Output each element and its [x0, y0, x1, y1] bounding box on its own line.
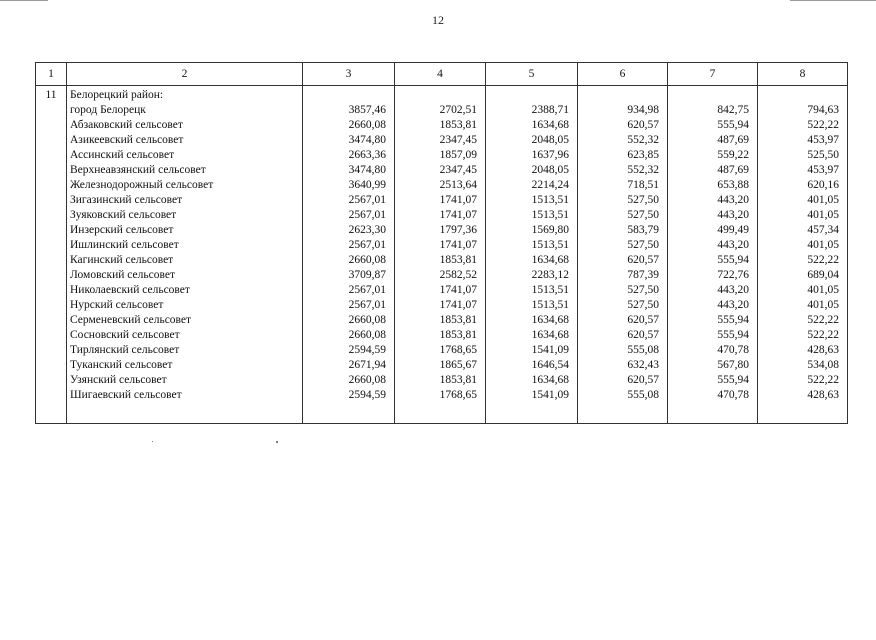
entry-value: 718,51	[627, 179, 659, 191]
name-cell	[67, 86, 303, 424]
entry-value: 552,32	[627, 164, 659, 176]
entry-value: 689,04	[807, 269, 839, 281]
entry-value: 1634,68	[531, 254, 569, 266]
entry-value: 2567,01	[348, 209, 386, 221]
entry-value: 555,08	[627, 389, 659, 401]
entry-value: 555,94	[717, 254, 749, 266]
entry-value: 3640,99	[348, 179, 386, 191]
entry-value: 620,57	[627, 314, 659, 326]
data-table	[35, 62, 848, 424]
entry-value: 1569,80	[531, 224, 569, 236]
value-cell	[486, 86, 578, 424]
entry-value: 555,94	[717, 329, 749, 341]
entry-value: 2660,08	[348, 254, 386, 266]
entry-value: 1853,81	[439, 119, 477, 131]
column-header: 8	[758, 63, 848, 86]
entry-value: 2582,52	[439, 269, 477, 281]
column-values	[486, 103, 577, 403]
entry-name: Николаевский сельсовет	[70, 284, 190, 296]
entry-value: 1768,65	[439, 389, 477, 401]
entry-value: 428,63	[807, 344, 839, 356]
entry-name: Нурский сельсовет	[70, 299, 164, 311]
entry-value: 1865,67	[439, 359, 477, 371]
entry-value: 2214,24	[531, 179, 569, 191]
entry-value: 2567,01	[348, 284, 386, 296]
entry-value: 2048,05	[531, 164, 569, 176]
entry-value: 555,94	[717, 374, 749, 386]
entry-value: 1741,07	[439, 299, 477, 311]
value-cell	[303, 86, 395, 424]
entry-value: 527,50	[627, 299, 659, 311]
entry-value: 2567,01	[348, 194, 386, 206]
entry-name: Серменевский сельсовет	[70, 314, 192, 326]
column-header: 6	[578, 63, 668, 86]
entry-value: 1634,68	[531, 314, 569, 326]
entry-value: 2660,08	[348, 314, 386, 326]
entry-value: 1853,81	[439, 254, 477, 266]
entry-value: 559,22	[717, 149, 749, 161]
entry-value: 2594,59	[348, 389, 386, 401]
entry-value: 3709,87	[348, 269, 386, 281]
entry-value: 1741,07	[439, 284, 477, 296]
column-values	[758, 103, 847, 403]
entry-value: 2671,94	[348, 359, 386, 371]
entry-value: 1857,09	[439, 149, 477, 161]
entry-value: 401,05	[807, 284, 839, 296]
entry-value: 1541,09	[531, 389, 569, 401]
entry-value: 620,57	[627, 254, 659, 266]
page-number: 12	[432, 13, 444, 27]
entry-value: 3474,80	[348, 134, 386, 146]
row-number: 11	[45, 89, 57, 101]
entry-value: 2347,45	[439, 134, 477, 146]
column-values	[578, 103, 667, 403]
column-values	[668, 103, 757, 403]
entry-value: 2663,36	[348, 149, 386, 161]
entry-name: Железнодорожный сельсовет	[70, 179, 214, 191]
entry-value: 527,50	[627, 194, 659, 206]
entry-value: 787,39	[627, 269, 659, 281]
entry-value: 527,50	[627, 239, 659, 251]
entry-value: 1541,09	[531, 344, 569, 356]
entry-value: 567,80	[717, 359, 749, 371]
entry-value: 527,50	[627, 284, 659, 296]
entry-value: 3857,46	[348, 104, 386, 116]
entry-value: 2048,05	[531, 134, 569, 146]
entry-value: 2623,30	[348, 224, 386, 236]
district-name: Белорецкий район:	[70, 89, 164, 101]
entry-value: 401,05	[807, 299, 839, 311]
value-cell	[668, 86, 758, 424]
entry-name: Зигазинский сельсовет	[70, 194, 183, 206]
entry-value: 620,57	[627, 329, 659, 341]
column-header: 5	[486, 63, 578, 86]
entry-value: 1634,68	[531, 119, 569, 131]
entry-value: 499,49	[717, 224, 749, 236]
entry-value: 2660,08	[348, 374, 386, 386]
entry-value: 443,20	[717, 239, 749, 251]
entry-value: 620,16	[807, 179, 839, 191]
entry-value: 1853,81	[439, 329, 477, 341]
entry-value: 623,85	[627, 149, 659, 161]
entry-value: 555,08	[627, 344, 659, 356]
entry-value: 2513,64	[439, 179, 477, 191]
entry-value: 443,20	[717, 209, 749, 221]
entry-value: 525,50	[807, 149, 839, 161]
entry-value: 401,05	[807, 209, 839, 221]
entry-value: 722,76	[717, 269, 749, 281]
entry-value: 1797,36	[439, 224, 477, 236]
entry-value: 470,78	[717, 389, 749, 401]
column-values	[395, 103, 485, 403]
header-row	[36, 63, 848, 86]
top-rule-right	[790, 0, 876, 1]
entry-value: 2567,01	[348, 299, 386, 311]
entry-value: 1741,07	[439, 194, 477, 206]
entry-value: 443,20	[717, 194, 749, 206]
entry-value: 522,22	[807, 314, 839, 326]
column-header: 1	[36, 63, 67, 86]
entry-name: Тирлянский сельсовет	[70, 344, 180, 356]
entry-value: 1513,51	[531, 299, 569, 311]
entry-value: 1634,68	[531, 329, 569, 341]
entry-value: 1637,96	[531, 149, 569, 161]
table-row	[36, 86, 848, 424]
value-cell	[578, 86, 668, 424]
entry-name: Узянский сельсовет	[70, 374, 167, 386]
value-cell	[758, 86, 848, 424]
top-rule-left	[0, 0, 48, 1]
entry-value: 583,79	[627, 224, 659, 236]
entry-value: 653,88	[717, 179, 749, 191]
entry-value: 2702,51	[439, 104, 477, 116]
entry-value: 2567,01	[348, 239, 386, 251]
entry-value: 2594,59	[348, 344, 386, 356]
column-values	[303, 103, 394, 403]
entry-names	[67, 103, 302, 403]
entry-value: 527,50	[627, 209, 659, 221]
column-header: 4	[395, 63, 486, 86]
entry-value: 620,57	[627, 119, 659, 131]
entry-value: 1634,68	[531, 374, 569, 386]
entry-value: 457,34	[807, 224, 839, 236]
row-number-cell	[36, 86, 67, 424]
entry-value: 1513,51	[531, 284, 569, 296]
entry-value: 2660,08	[348, 329, 386, 341]
entry-value: 487,69	[717, 164, 749, 176]
entry-value: 1513,51	[531, 209, 569, 221]
entry-value: 1853,81	[439, 374, 477, 386]
entry-value: 443,20	[717, 284, 749, 296]
entry-value: 401,05	[807, 194, 839, 206]
entry-value: 632,43	[627, 359, 659, 371]
entry-value: 934,98	[627, 104, 659, 116]
entry-value: 794,63	[807, 104, 839, 116]
entry-value: 470,78	[717, 344, 749, 356]
entry-value: 552,32	[627, 134, 659, 146]
entry-value: 522,22	[807, 374, 839, 386]
entry-name: Ломовский сельсовет	[70, 269, 175, 281]
entry-value: 2660,08	[348, 119, 386, 131]
entry-value: 842,75	[717, 104, 749, 116]
entry-value: 522,22	[807, 329, 839, 341]
entry-value: 401,05	[807, 239, 839, 251]
entry-value: 2347,45	[439, 164, 477, 176]
entry-value: 1741,07	[439, 239, 477, 251]
entry-value: 1768,65	[439, 344, 477, 356]
entry-name: Ассинский сельсовет	[70, 149, 175, 161]
column-header: 3	[303, 63, 395, 86]
entry-value: 487,69	[717, 134, 749, 146]
entry-value: 443,20	[717, 299, 749, 311]
entry-name: Ишлинский сельсовет	[70, 239, 179, 251]
entry-name: Туканский сельсовет	[70, 359, 173, 371]
entry-value: 1741,07	[439, 209, 477, 221]
entry-value: 522,22	[807, 254, 839, 266]
entry-value: 428,63	[807, 389, 839, 401]
entry-name: Сосновский сельсовет	[70, 329, 180, 341]
entry-name: Верхнеавзянский сельсовет	[70, 164, 206, 176]
entry-name: Азикеевский сельсовет	[70, 134, 184, 146]
entry-name: Кагинский сельсовет	[70, 254, 174, 266]
entry-value: 620,57	[627, 374, 659, 386]
column-header: 2	[67, 63, 303, 86]
entry-name: Абзаковский сельсовет	[70, 119, 183, 131]
entry-value: 2283,12	[531, 269, 569, 281]
entry-name: город Белорецк	[70, 104, 146, 116]
entry-value: 1513,51	[531, 239, 569, 251]
entry-value: 555,94	[717, 119, 749, 131]
scan-speck	[152, 441, 153, 442]
value-cell	[395, 86, 486, 424]
entry-name: Шигаевский сельсовет	[70, 389, 182, 401]
entry-name: Зуяковский сельсовет	[70, 209, 177, 221]
scan-speck	[276, 441, 278, 443]
entry-value: 534,08	[807, 359, 839, 371]
entry-value: 453,97	[807, 134, 839, 146]
entry-value: 1513,51	[531, 194, 569, 206]
entry-value: 453,97	[807, 164, 839, 176]
entry-name: Инзерский сельсовет	[70, 224, 174, 236]
column-header: 7	[668, 63, 758, 86]
entry-value: 555,94	[717, 314, 749, 326]
entry-value: 1646,54	[531, 359, 569, 371]
entry-value: 522,22	[807, 119, 839, 131]
entry-value: 2388,71	[531, 104, 569, 116]
entry-value: 3474,80	[348, 164, 386, 176]
entry-value: 1853,81	[439, 314, 477, 326]
